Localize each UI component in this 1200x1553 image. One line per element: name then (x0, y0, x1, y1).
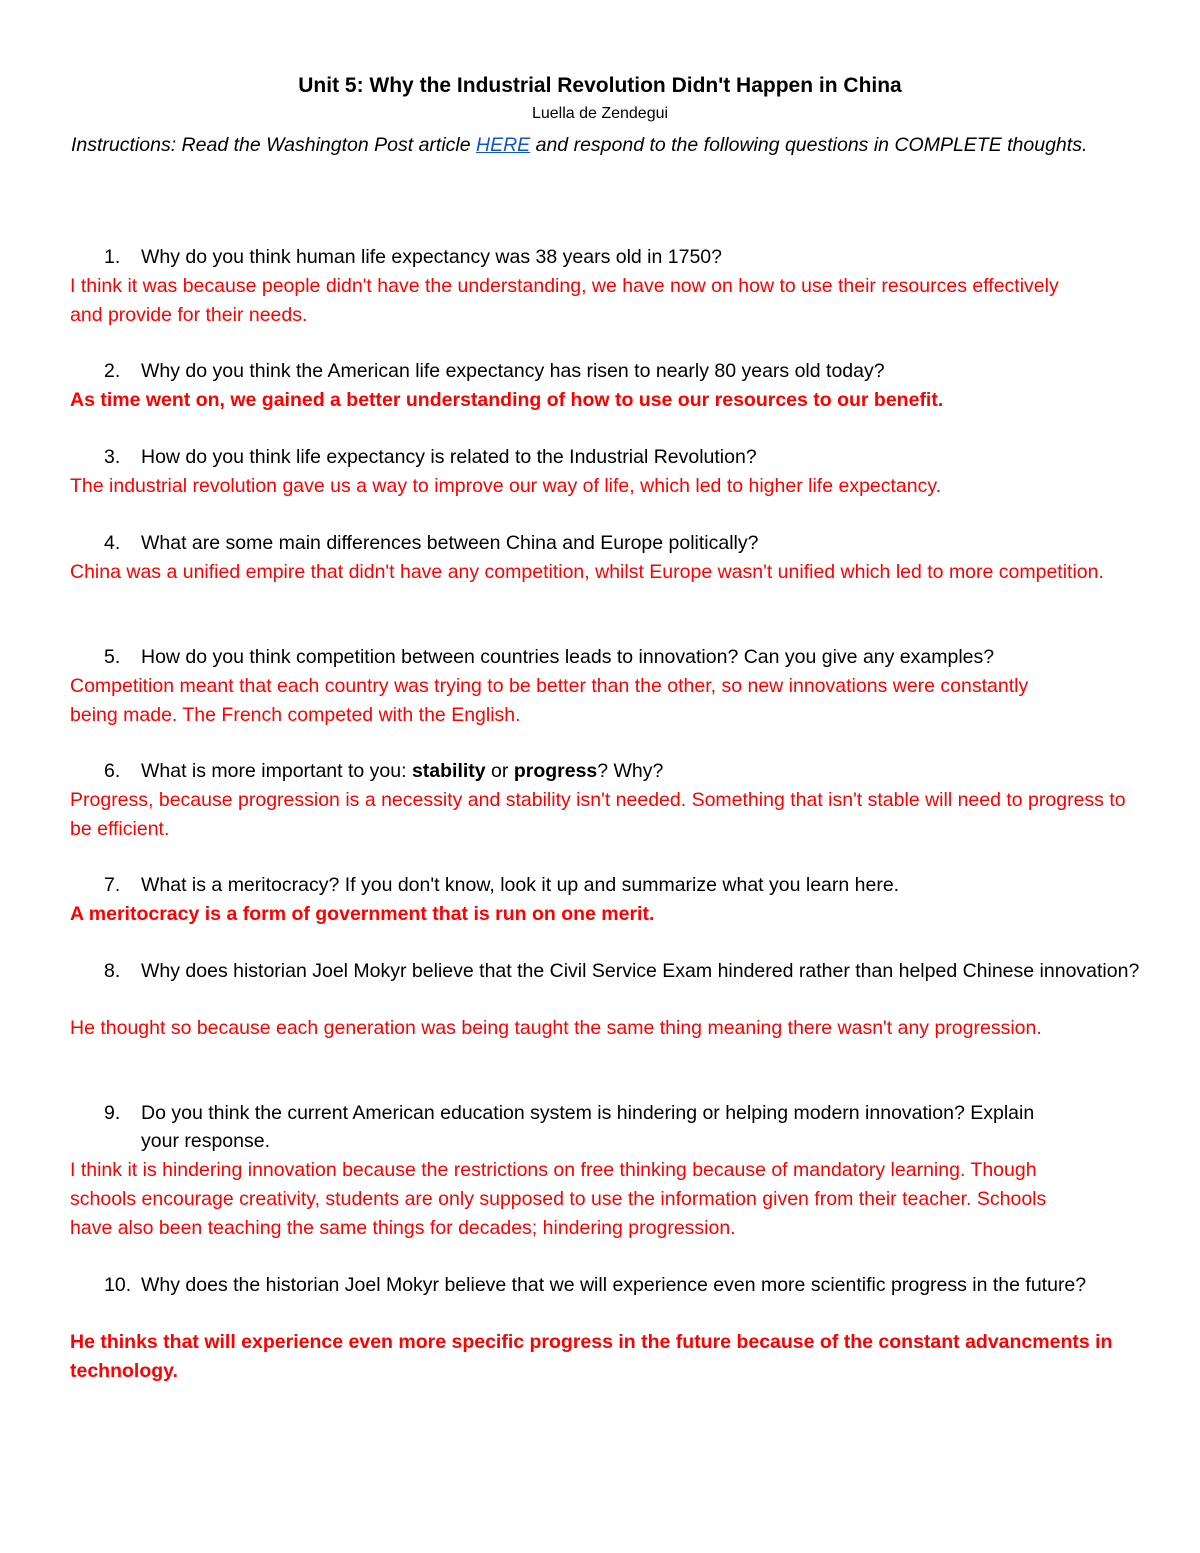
question-9 (104, 1099, 1064, 1155)
answer-7: A meritocracy is a form of government that is run on one merit. (70, 903, 655, 925)
question-text: Why do you think the American life expectancy has risen to nearly 80 years old today? (141, 360, 885, 382)
instructions-suffix: and respond to the following questions in COMPLETE thoughts. (530, 134, 1088, 156)
question-number: 3. (104, 446, 121, 468)
answer-9: I think it is hindering innovation because the restrictions on free thinking because of mandatory learning. Though schools encourage creativity, students are only supposed to use the information given from their teacher. Schools have also been teaching the same things for decades; hindering progression. (70, 1159, 1047, 1239)
question-10 (104, 1271, 1144, 1299)
answer-3: The industrial revolution gave us a way to improve our way of life, which led to higher life expectancy. (70, 475, 942, 497)
question-number: 1. (104, 246, 121, 268)
article-link[interactable]: HERE (476, 134, 531, 156)
question-text: Why does historian Joel Mokyr believe that the Civil Service Exam hindered rather than helped Chinese innovation? (141, 960, 1140, 982)
instructions-prefix: Instructions: Read the Washington Post article (71, 134, 477, 156)
keyword-stability: stability (411, 760, 486, 782)
keyword-progress: progress (513, 760, 598, 782)
question-2 (104, 357, 1144, 385)
document-title: Unit 5: Why the Industrial Revolution Didn't Happen in China (298, 74, 902, 97)
question-text: How do you think competition between countries leads to innovation? Can you give any examples? (141, 646, 995, 668)
question-number: 9. (104, 1102, 121, 1124)
question-text (141, 757, 1144, 785)
question-7 (104, 871, 1144, 899)
question-text: Why does the historian Joel Mokyr believe that we will experience even more scientific progress in the future? (141, 1274, 1087, 1296)
answer-4: China was a unified empire that didn't have any competition, whilst Europe wasn't unified which led to more competition. (70, 561, 1104, 583)
question-text: How do you think life expectancy is related to the Industrial Revolution? (141, 446, 757, 468)
question-text-middle: or (485, 760, 514, 782)
answer-1: I think it was because people didn't have the understanding, we have now on how to use their resources effectively and provide for their needs. (70, 275, 1059, 326)
question-number: 10. (104, 1274, 132, 1296)
question-number: 7. (104, 874, 121, 896)
question-5 (104, 643, 1144, 671)
question-3 (104, 443, 1144, 471)
question-1 (104, 243, 1144, 271)
answer-10: He thinks that will experience even more specific progress in the future because of the constant advancments in technology. (70, 1331, 1113, 1382)
question-number: 6. (104, 760, 121, 782)
question-8 (104, 957, 1144, 985)
question-text: Why do you think human life expectancy was 38 years old in 1750? (141, 246, 723, 268)
question-number: 8. (104, 960, 121, 982)
answer-5: Competition meant that each country was trying to be better than the other, so new innovations were constantly being made. The French competed with the English. (70, 675, 1029, 726)
question-number: 2. (104, 360, 121, 382)
answer-2: As time went on, we gained a better understanding of how to use our resources to our benefit. (70, 389, 944, 411)
question-text-prefix: What is more important to you: (141, 760, 412, 782)
question-text: What is a meritocracy? If you don't know, look it up and summarize what you learn here. (141, 874, 900, 896)
question-4 (104, 529, 1144, 557)
instructions (71, 131, 1131, 159)
question-text-suffix: ? Why? (597, 760, 664, 782)
question-text: What are some main differences between China and Europe politically? (141, 532, 759, 554)
answer-6: Progress, because progression is a necessity and stability isn't needed. Something that isn't stable will need to progress to be efficient. (70, 789, 1126, 840)
answer-8: He thought so because each generation was being taught the same thing meaning there wasn't any progression. (70, 1017, 1042, 1039)
author-name: Luella de Zendegui (531, 105, 669, 122)
question-number: 4. (104, 532, 121, 554)
question-number: 5. (104, 646, 121, 668)
question-text: Do you think the current American education system is hindering or helping modern innovation? Explain your response. (141, 1102, 1035, 1152)
question-6 (104, 757, 1144, 785)
